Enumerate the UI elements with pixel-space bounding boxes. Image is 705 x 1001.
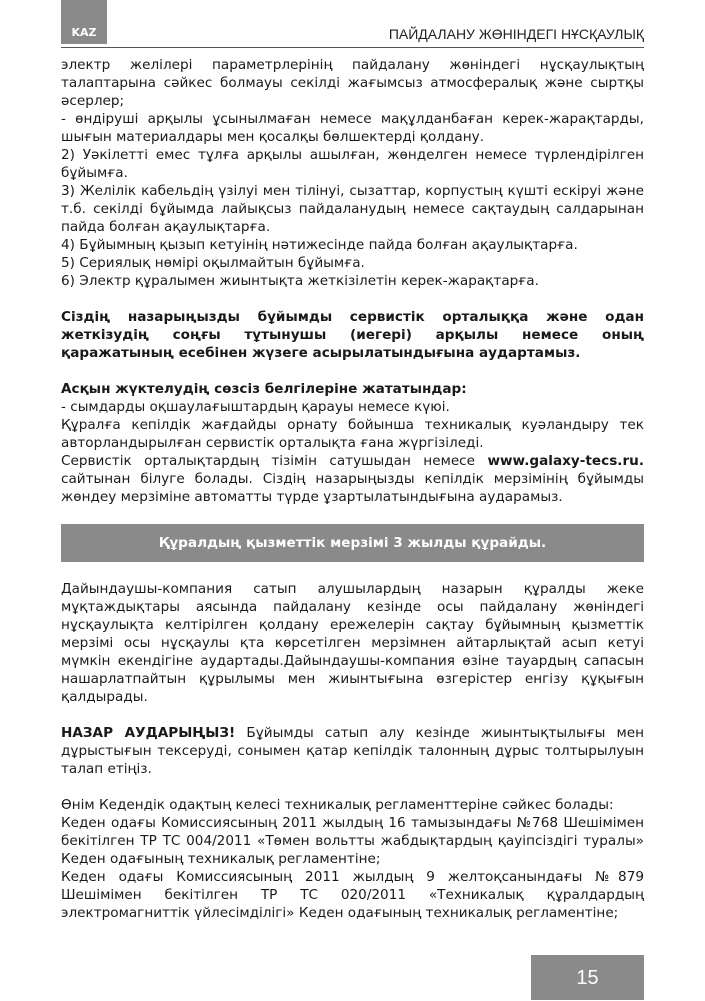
overload-heading: Асқын жүктелудің сөзсіз белгілеріне жататындар:	[61, 381, 467, 397]
page-content	[61, 56, 644, 922]
attention-text: Бұйымды сатып алу кезінде жиынтықтылығы мен дұрыстығын тексеруді, сонымен қатар кепілдік талонның дұрыс толтырылуын талап етіңіз.	[61, 725, 644, 777]
website-link[interactable]: www.galaxy-tecs.ru.	[487, 453, 644, 469]
overload-line: Құралға кепілдік жағдайды орнату бойынша техникалық куәландыру тек авторландырылған сервистік орталықта ғана жүргізіледі.	[61, 417, 644, 451]
intro-line: 4) Бұйымның қызып кетуінің нәтижесінде пайда болған ақаулықтарға.	[61, 237, 578, 253]
service-centers-text-cont: сайтынан білуге болады. Сіздің назарыңызды кепілдік мерзімінің бұйымды жөндеу мерзіміне автоматты түрде ұзартылатындығына аударамыз.	[61, 471, 644, 505]
service-life-banner: Құралдың қызметтік мерзімі 3 жылды құрайды.	[61, 524, 644, 562]
attention-paragraph	[61, 724, 644, 778]
compliance-line: Кеден одағы Комиссиясының 2011 жылдың 16 тамызындағы №768 Шешімімен бекітілген ТР ТС 004/2011 «Төмен вольтты жабдықтардың қауіпсіздігі туралы» Кеден одағының техникалық регламентіне;	[61, 815, 644, 867]
attention-label: НАЗАР АУДАРЫҢЫЗ!	[61, 725, 236, 741]
intro-line: 3) Желілік кабельдің үзілуі мен тілінуі, сызаттар, корпустың күшті ескіруі және т.б. секілді бұйымда лайықсыз пайдаланудың немесе сақтаудың салдарынан пайда болған ақаулықтарға.	[61, 183, 644, 235]
intro-line: 6) Электр құралымен жиынтықта жеткізілетін керек-жарақтарға.	[61, 273, 539, 289]
manufacturer-paragraph: Дайындаушы-компания сатып алушылардың назарын құралды жеке мұқтаждықтары аясында пайдалану кезінде осы пайдалану жөніндегі нұсқаулықта келтірілген қолдану ережелерін сақтау бұйымның қызметтік мерзімі осы нұсқаулы қта көрсетілген мерзімнен айтарлықтай асып кетуі мүмкін екендігіне аудартады.Дайындаушы-компания өзіне тауардың сапасын нашарлатпайтын құрылымы мен жиынтығына өзгерістер енгізу құқығын қалдырады.	[61, 581, 644, 705]
service-centers-text: Сервистік орталықтардың тізімін сатушыдан немесе	[61, 453, 476, 469]
compliance-line: Кеден одағы Комиссиясының 2011 жылдың 9 желтоқсанындағы №879 Шешімімен бекітілген ТР ТС 020/2011 «Техникалық құралдардың электромагниттік үйлесімділігі» Кеден одағының техникалық регламентіне;	[61, 869, 644, 921]
intro-line: 5) Сериялық нөмірі оқылмайтын бұйымға.	[61, 255, 365, 271]
page-header-title: ПАЙДАЛАНУ ЖӨНІНДЕГІ НҰСҚАУЛЫҚ	[388, 26, 644, 42]
service-notice: Сіздің назарыңызды бұйымды сервистік орталыққа және одан жеткізудің соңғы тұтынушы (иегері) арқылы немесе оның қаражатының есебінен жүзеге асырылатындығына аудартамыз.	[61, 309, 644, 361]
compliance-line: Өнім Кедендік одақтың келесі техникалық регламенттеріне сәйкес болады:	[61, 797, 614, 813]
language-tab: KAZ	[61, 0, 107, 44]
page-number: 15	[531, 955, 644, 1000]
intro-line: электр желілері параметрлерінің пайдалану жөніндегі нұсқаулықтың талаптарына сәйкес болмауы секілді жағымсыз атмосфералық және сыртқы әсерлер;	[61, 57, 644, 109]
header-divider	[61, 47, 644, 48]
intro-line: 2) Уәкілетті емес тұлға арқылы ашылған, жөнделген немесе түрлендірілген бұйымға.	[61, 147, 644, 181]
overload-line: - сымдарды оқшаулағыштардың қарауы немесе күюі.	[61, 399, 450, 415]
service-centers-paragraph	[61, 452, 644, 506]
intro-line: - өндіруші арқылы ұсынылмаған немесе мақұлданбаған керек-жарақтарды, шығын материалдары мен қосалқы бөлшектерді қолдану.	[61, 111, 644, 145]
